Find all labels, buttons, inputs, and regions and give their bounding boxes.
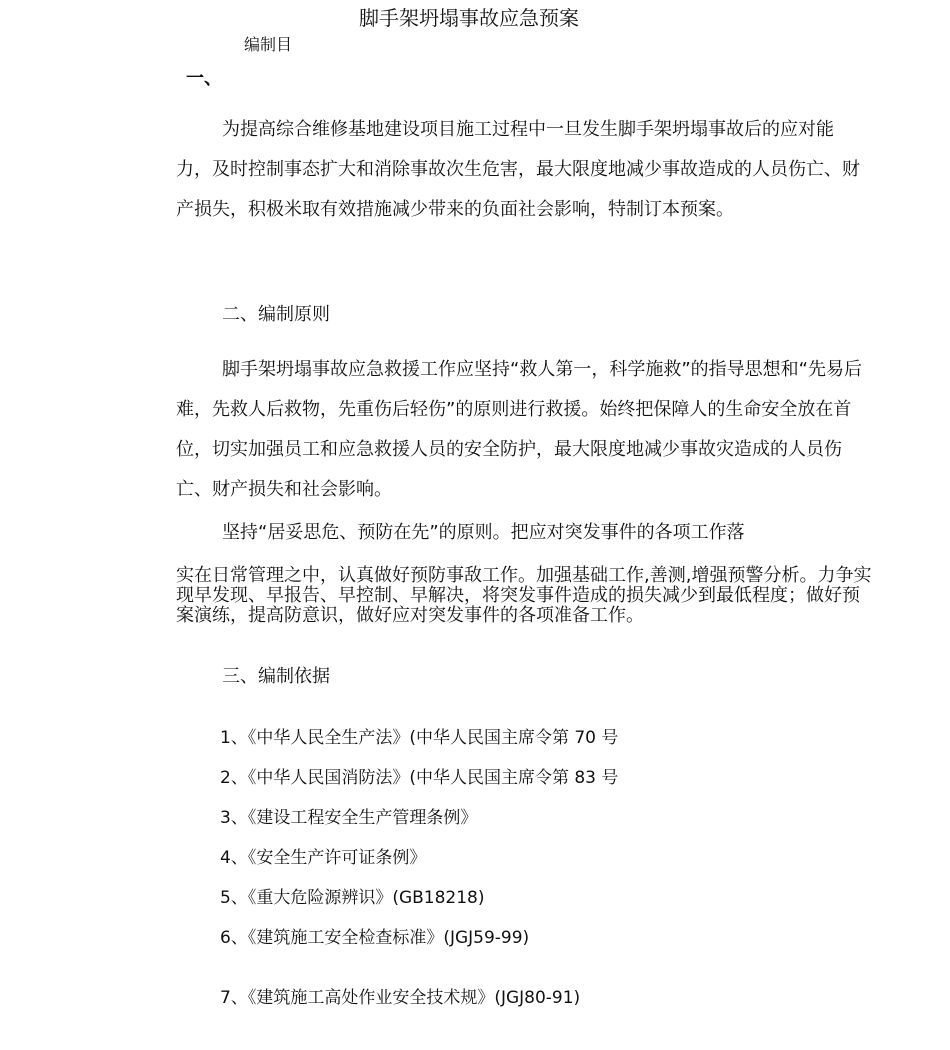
- principle-paragraph-2-rest: 实在日常管理之中，认真做好预防事敌工作。加强基础工作,善测,增强预警分析。力争实现早发现、早报告、早控制、早解决，将突发事件造成的损失减少到最低程度；做好预案演练，提高防意识，做好应对突发事件的各项准备工作。: [176, 565, 872, 626]
- toc-label: 编制目: [244, 35, 293, 54]
- basis-item: 6、《建筑施工安全检查标准》(JGJ59-99): [220, 928, 530, 948]
- section-1-label: 一、: [186, 68, 222, 89]
- basis-item: 1、《中华人民全生产法》(中华人民国主席令第 70 号: [220, 728, 619, 748]
- basis-item: 4、《安全生产许可证条例》: [220, 848, 427, 868]
- section-3-heading: 三、编制依据: [222, 666, 330, 687]
- section-2-heading: 二、编制原则: [222, 304, 330, 325]
- basis-item: 3、《建设工程安全生产管理条例》: [220, 808, 478, 828]
- purpose-paragraph: [176, 110, 866, 230]
- principle-paragraph-1: [176, 350, 866, 510]
- basis-item: 2、《中华人民国消防法》(中华人民国主席令第 83 号: [220, 768, 619, 788]
- principle-paragraph-2-line1: 坚持“居妥思危、预防在先”的原则。把应对突发事件的各项工作落: [222, 522, 745, 543]
- purpose-text: 为提高综合维修基地建设项目施工过程中一旦发生脚手架坍塌事故后的应对能力，及时控制事态扩大和消除事故次生危害，最大限度地减少事故造成的人员伤亡、财产损失，积极米取有效措施减少带来的负面社会影响，特制订本预案。: [176, 119, 860, 220]
- basis-item: 7、《建筑施工高处作业安全技术规》(JGJ80-91): [220, 988, 581, 1008]
- document-title: 脚手架坍塌事故应急预案: [359, 6, 579, 30]
- principle-text-1: 脚手架坍塌事故应急救援工作应坚持“救人第一，科学施救”的指导思想和“先易后难，先救人后救物，先重伤后轻伤”的原则进行救援。始终把保障人的生命安全放在首位，切实加强员工和应急救援人员的安全防护，最大限度地减少事故灾造成的人员伤亡、财产损失和社会影响。: [176, 359, 862, 500]
- basis-item: 5、《重大危险源辨识》(GB18218): [220, 888, 485, 908]
